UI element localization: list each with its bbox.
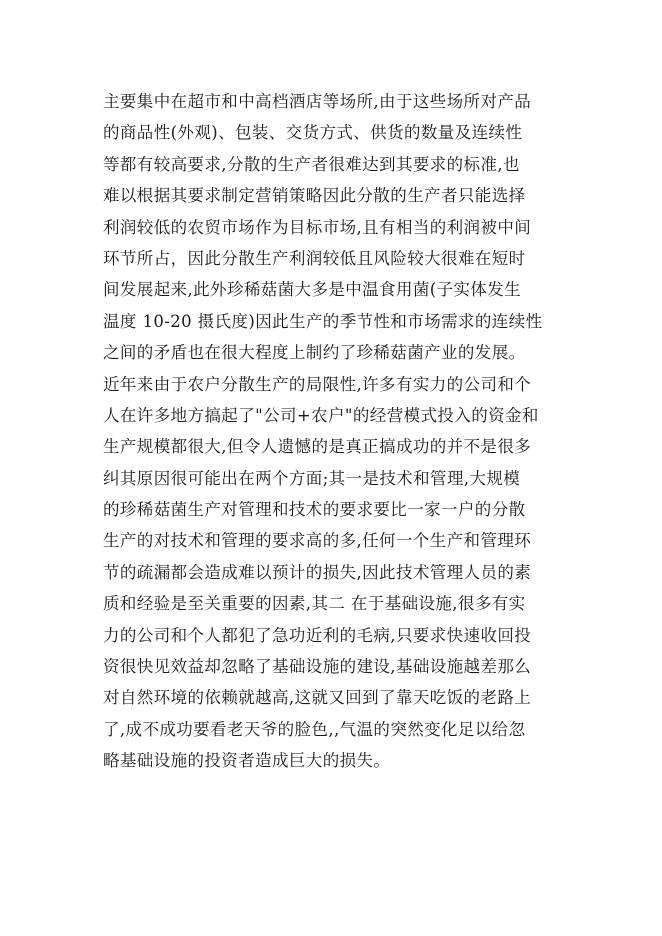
text-line: 温度 10-20 摄氏度)因此生产的季节性和市场需求的连续性 xyxy=(103,311,543,331)
text-line: 之间的矛盾也在很大程度上制约了珍稀菇菌产业的发展。 xyxy=(103,343,526,363)
text-line: 的珍稀菇菌生产对管理和技术的要求要比一家一户的分散 xyxy=(103,500,526,520)
text-line: 利润较低的农贸市场作为目标市场,且有相当的利润被中间 xyxy=(103,217,532,237)
text-line: 质和经验是至关重要的因素,其二 在于基础设施,很多有实 xyxy=(103,594,526,614)
text-line: 生产规模都很大,但令人遗憾的是真正搞成功的并不是很多 xyxy=(103,437,532,457)
text-line: 难以根据其要求制定营销策略因此分散的生产者只能选择 xyxy=(103,186,526,206)
text-line: 略基础设施的投资者造成巨大的损失。 xyxy=(103,751,391,771)
text-line: 纠其原因很可能出在两个方面;其一是技术和管理,大规模 xyxy=(103,468,521,488)
text-line: 等都有较高要求,分散的生产者很难达到其要求的标准,也 xyxy=(103,154,520,174)
text-line: 间发展起来,此外珍稀菇菌大多是中温食用菌(子实体发生 xyxy=(103,280,522,300)
text-line: 人在许多地方搞起了"公司+农户"的经营模式投入的资金和 xyxy=(103,405,539,425)
text-line: 生产的对技术和管理的要求高的多,任何一个生产和管理环 xyxy=(103,531,532,551)
text-line: 了,成不成功要看老天爷的脸色,,气温的突然变化足以给忽 xyxy=(103,719,526,739)
text-line: 近年来由于农户分散生产的局限性,许多有实力的公司和个 xyxy=(103,374,532,394)
text-line: 节的疏漏都会造成难以预计的损失,因此技术管理人员的素 xyxy=(103,562,532,582)
text-line: 资很快见效益却忽略了基础设施的建设,基础设施越差那么 xyxy=(103,657,532,677)
text-line: 力的公司和个人都犯了急功近利的毛病,只要求快速收回投 xyxy=(103,625,532,645)
text-line: 环节所占，因此分散生产利润较低且风险较大很难在短时 xyxy=(103,248,526,268)
text-line: 主要集中在超市和中高档酒店等场所,由于这些场所对产品 xyxy=(103,92,532,111)
text-line: 的商品性(外观)、包装、交货方式、供货的数量及连续性 xyxy=(103,123,523,143)
body-text xyxy=(103,86,563,777)
text-line: 对自然环境的依赖就越高,这就又回到了靠天吃饭的老路上 xyxy=(103,688,532,708)
